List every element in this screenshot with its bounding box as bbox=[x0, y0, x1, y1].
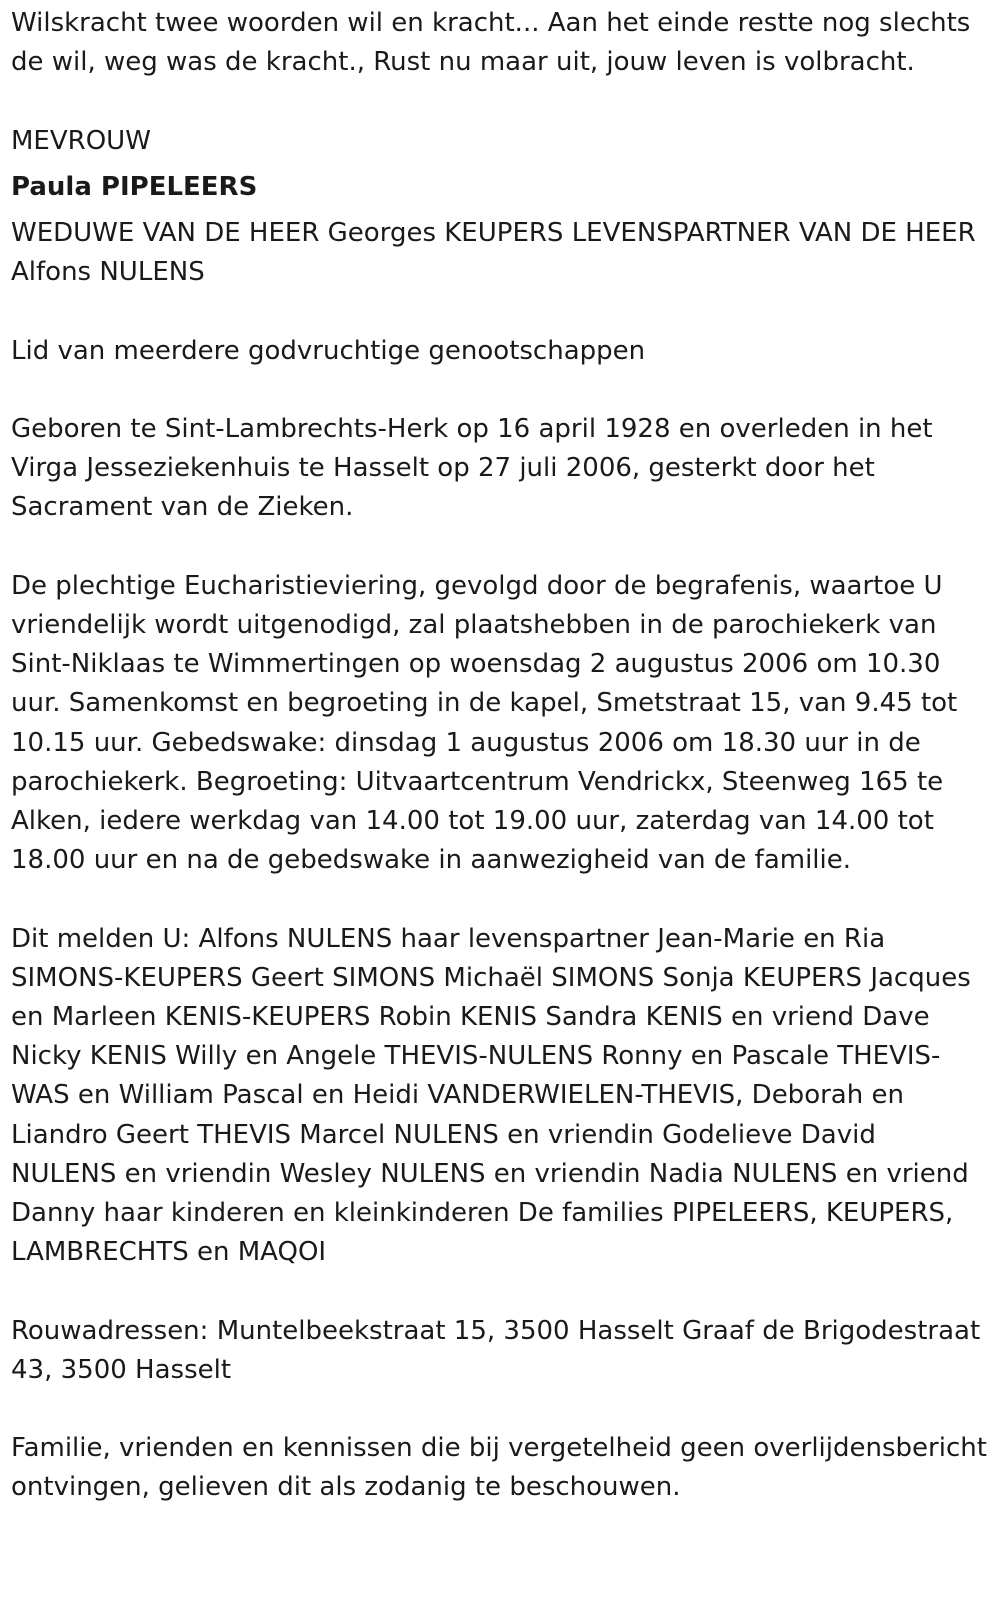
spacer bbox=[11, 292, 988, 331]
relation-text: WEDUWE VAN DE HEER Georges KEUPERS LEVENSPARTNER VAN DE HEER Alfons NULENS bbox=[11, 218, 976, 288]
addresses-text: Rouwadressen: Muntelbeekstraat 15, 3500 Hasselt Graaf de Brigodestraat 43, 3500 Hasselt bbox=[11, 1315, 981, 1385]
spacer bbox=[11, 371, 988, 410]
deceased-name: Paula PIPELEERS bbox=[11, 171, 258, 202]
announcers-text: Dit melden U: Alfons NULENS haar levenspartner Jean-Marie en Ria SIMONS-KEUPERS Geert SIMONS Michaël SIMONS Sonja KEUPERS Jacques en Marleen KENIS-KEUPERS Robin KENIS Sandra KENIS en vriend Dave Nicky KENIS Willy en Angele THEVIS-NULENS Ronny en Pascale THEVIS-WAS en William Pascal en Heidi VANDERWIELEN-THEVIS, Deborah en Liandro Geert THEVIS Marcel NULENS en vriendin Godelieve David NULENS en vriendin Wesley NULENS en vriendin Nadia NULENS en vriend Danny haar kinderen en kleinkinderen De families PIPELEERS, KEUPERS, LAMBRECHTS en MAQOI bbox=[11, 923, 971, 1268]
closing-text: Familie, vrienden en kennissen die bij vergetelheid geen overlijdensbericht ontvingen, gelieven dit als zodanig te beschouwen. bbox=[11, 1433, 987, 1503]
membership-text: Lid van meerdere godvruchtige genootschappen bbox=[11, 335, 646, 366]
ceremony-text: De plechtige Eucharistieviering, gevolgd door de begrafenis, waartoe U vriendelijk wordt uitgenodigd, zal plaatshebben in de parochiekerk van Sint-Niklaas te Wimmertingen op woensdag 2 augustus 2006 om 10.30 uur. Samenkomst en begroeting in de kapel, Smetstraat 15, van 9.45 tot 10.15 uur. Gebedswake: dinsdag 1 augustus 2006 om 18.30 uur in de parochiekerk. Begroeting: Uitvaartcentrum Vendrickx, Steenweg 165 te Alken, iedere werkdag van 14.00 tot 19.00 uur, zaterdag van 14.00 tot 18.00 uur en na de gebedswake in aanwezigheid van de familie. bbox=[11, 570, 958, 876]
spacer bbox=[11, 880, 988, 919]
spacer bbox=[11, 82, 988, 121]
spacer bbox=[11, 1390, 988, 1429]
birth-death-text: Geboren te Sint-Lambrechts-Herk op 16 april 1928 en overleden in het Virga Jesseziekenhuis te Hasselt op 27 juli 2006, gesterkt door het Sacrament van de Zieken. bbox=[11, 413, 933, 523]
spacer bbox=[11, 1272, 988, 1311]
salutation-text: MEVROUW bbox=[11, 125, 151, 156]
spacer bbox=[11, 528, 988, 567]
motto-text: Wilskracht twee woorden wil en kracht... Aan het einde restte nog slechts de wil, weg was de kracht., Rust nu maar uit, jouw leven is volbracht. bbox=[11, 8, 971, 78]
